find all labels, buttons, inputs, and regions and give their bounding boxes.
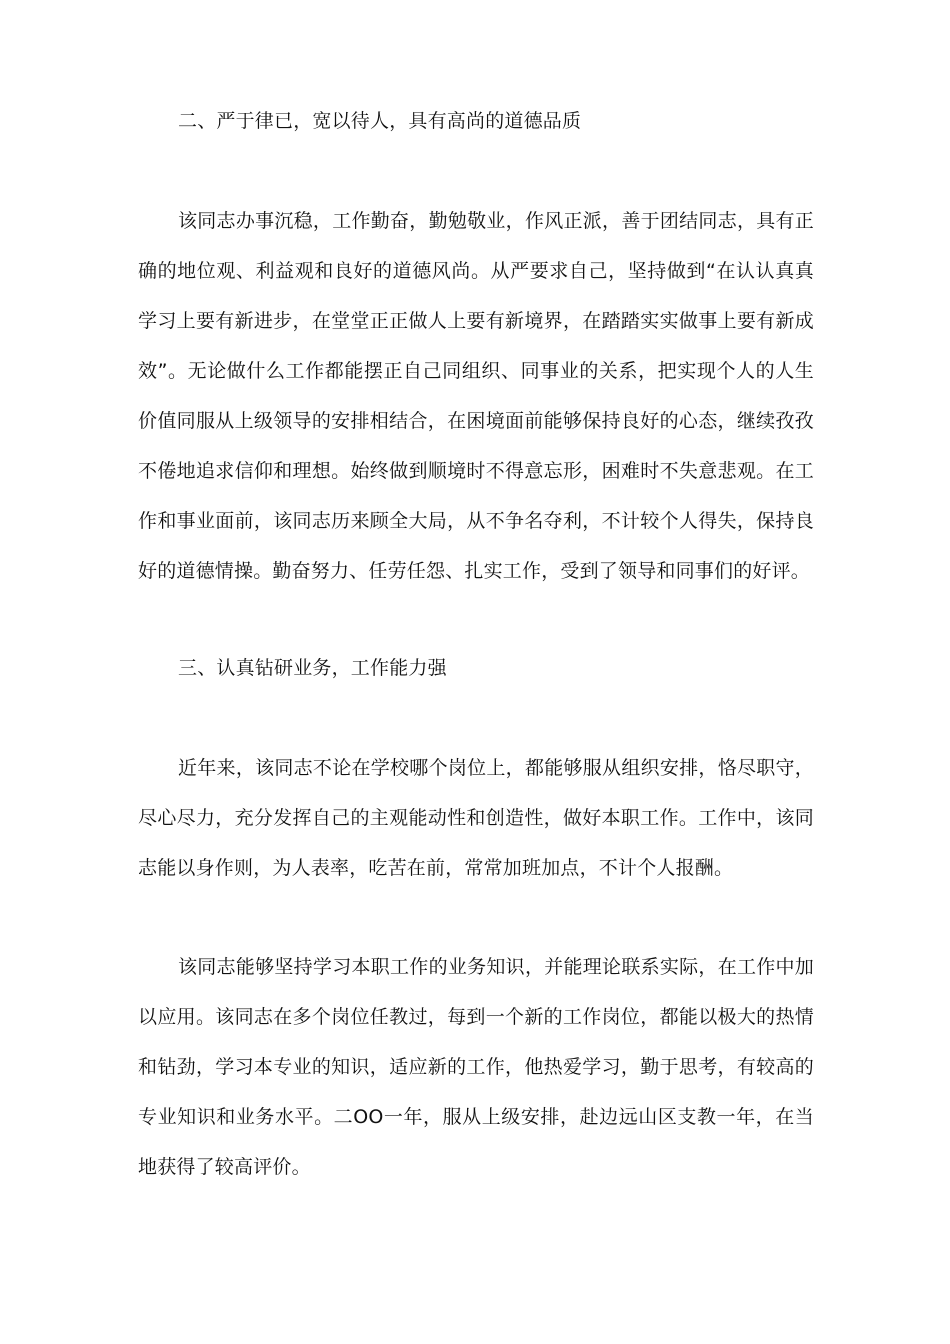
paragraph-work-attitude: 近年来，该同志不论在学校哪个岗位上，都能够服从组织安排，恪尽职守，尽心尽力，充分发挥自己的主观能动性和创造性，做好本职工作。工作中，该同志能以身作则，为人表率，吃苦在前，常常加班加点，不计个人报酬。 [138,757,814,879]
paragraph-professional-study: 该同志能够坚持学习本职工作的业务知识，并能理论联系实际，在工作中加以应用。该同志在多个岗位任教过，每到一个新的工作岗位，都能以极大的热情和钻劲，学习本专业的知识，适应新的工作，他热爱学习，勤于思考，有较高的专业知识和业务水平。二OO一年，服从上级安排，赴边远山区支教一年，在当地获得了较高评价。 [138,956,814,1178]
paragraph-moral-quality: 该同志办事沉稳，工作勤奋，勤勉敬业，作风正派，善于团结同志，具有正确的地位观、利益观和良好的道德风尚。从严要求自己，坚持做到“在认认真真学习上要有新进步，在堂堂正正做人上要有新境界，在踏踏实实做事上要有新成效”。无论做什么工作都能摆正自己同组织、同事业的关系，把实现个人的人生价值同服从上级领导的安排相结合，在困境面前能够保持良好的心态，继续孜孜不倦地追求信仰和理想。始终做到顺境时不得意忘形，困难时不失意悲观。在工作和事业面前，该同志历来顾全大局，从不争名夺利，不计较个人得失，保持良好的道德情操。勤奋努力、任劳任怨、扎实工作，受到了领导和同事们的好评。 [138,210,814,582]
section-heading-two: 二、严于律已，宽以待人，具有高尚的道德品质 [178,110,582,132]
section-heading-three: 三、认真钻研业务，工作能力强 [178,657,447,679]
